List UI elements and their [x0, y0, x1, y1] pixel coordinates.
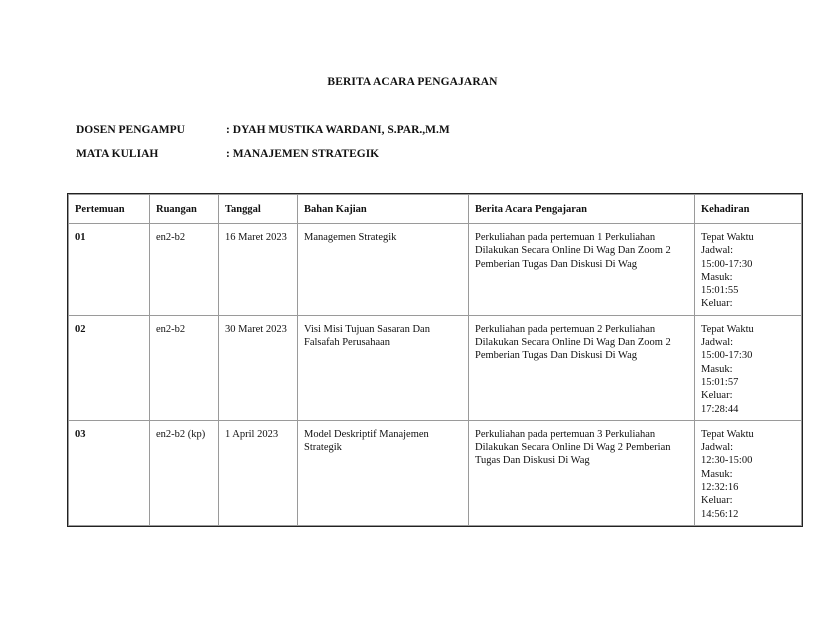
table-header-row — [69, 195, 802, 224]
attendance-status: Tepat Waktu — [701, 428, 754, 440]
attendance-in-label: Masuk: — [701, 271, 733, 283]
header-bahan-kajian: Bahan Kajian — [298, 195, 469, 224]
header-kehadiran: Kehadiran — [695, 195, 802, 224]
attendance-out-label: Keluar: — [701, 495, 733, 507]
attendance-out-value: 14:56:12 — [701, 508, 739, 520]
cell-tanggal: 30 Maret 2023 — [219, 315, 298, 420]
attendance-in-label: Masuk: — [701, 363, 733, 375]
cell-pertemuan: 03 — [69, 420, 150, 525]
table-row — [69, 315, 802, 420]
header-ruangan: Ruangan — [150, 195, 219, 224]
table-row — [69, 224, 802, 316]
header-tanggal: Tanggal — [219, 195, 298, 224]
attendance-schedule-value: 15:00-17:30 — [701, 258, 753, 270]
cell-pertemuan: 02 — [69, 315, 150, 420]
teaching-report-table — [68, 194, 802, 526]
table-row — [69, 420, 802, 525]
cell-kehadiran — [695, 224, 802, 316]
cell-ruangan: en2-b2 — [150, 315, 219, 420]
attendance-out-value: 17:28:44 — [701, 403, 739, 415]
cell-ruangan: en2-b2 — [150, 224, 219, 316]
cell-ruangan: en2-b2 (kp) — [150, 420, 219, 525]
cell-berita-acara: Perkuliahan pada pertemuan 1 Perkuliahan Dilakukan Secara Online Di Wag Dan Zoom 2 Pemberian Tugas Dan Diskusi Di Wag — [469, 224, 695, 316]
course-value: : MANAJEMEN STRATEGIK — [226, 148, 380, 160]
attendance-schedule-value: 12:30-15:00 — [701, 455, 753, 467]
header-pertemuan: Pertemuan — [69, 195, 150, 224]
cell-kehadiran — [695, 315, 802, 420]
cell-bahan-kajian: Model Deskriptif Manajemen Strategik — [298, 420, 469, 525]
cell-bahan-kajian: Visi Misi Tujuan Sasaran Dan Falsafah Perusahaan — [298, 315, 469, 420]
cell-berita-acara: Perkuliahan pada pertemuan 3 Perkuliahan Dilakukan Secara Online Di Wag 2 Pemberian Tugas Dan Diskusi Di Wag — [469, 420, 695, 525]
cell-pertemuan: 01 — [69, 224, 150, 316]
course-row — [76, 148, 379, 160]
attendance-in-value: 15:01:57 — [701, 376, 739, 388]
attendance-out-label: Keluar: — [701, 298, 733, 310]
lecturer-label: DOSEN PENGAMPU — [76, 124, 185, 136]
attendance-in-value: 15:01:55 — [701, 285, 739, 297]
attendance-status: Tepat Waktu — [701, 232, 754, 243]
attendance-schedule-label: Jadwal: — [701, 245, 734, 257]
document-title: BERITA ACARA PENGAJARAN — [327, 76, 498, 88]
cell-tanggal: 16 Maret 2023 — [219, 224, 298, 316]
attendance-in-label: Masuk: — [701, 468, 733, 480]
cell-kehadiran — [695, 420, 802, 525]
attendance-schedule-label: Jadwal: — [701, 337, 734, 349]
lecturer-row — [76, 124, 450, 136]
lecturer-value: : DYAH MUSTIKA WARDANI, S.PAR.,M.M — [226, 124, 450, 136]
header-berita-acara: Berita Acara Pengajaran — [469, 195, 695, 224]
attendance-schedule-value: 15:00-17:30 — [701, 350, 753, 362]
cell-berita-acara: Perkuliahan pada pertemuan 2 Perkuliahan Dilakukan Secara Online Di Wag Dan Zoom 2 Pemberian Tugas Dan Diskusi Di Wag — [469, 315, 695, 420]
cell-tanggal: 1 April 2023 — [219, 420, 298, 525]
attendance-in-value: 12:32:16 — [701, 482, 739, 494]
attendance-status: Tepat Waktu — [701, 323, 754, 335]
cell-bahan-kajian: Managemen Strategik — [298, 224, 469, 316]
attendance-schedule-label: Jadwal: — [701, 442, 734, 454]
course-label: MATA KULIAH — [76, 148, 159, 160]
attendance-out-label: Keluar: — [701, 390, 733, 402]
